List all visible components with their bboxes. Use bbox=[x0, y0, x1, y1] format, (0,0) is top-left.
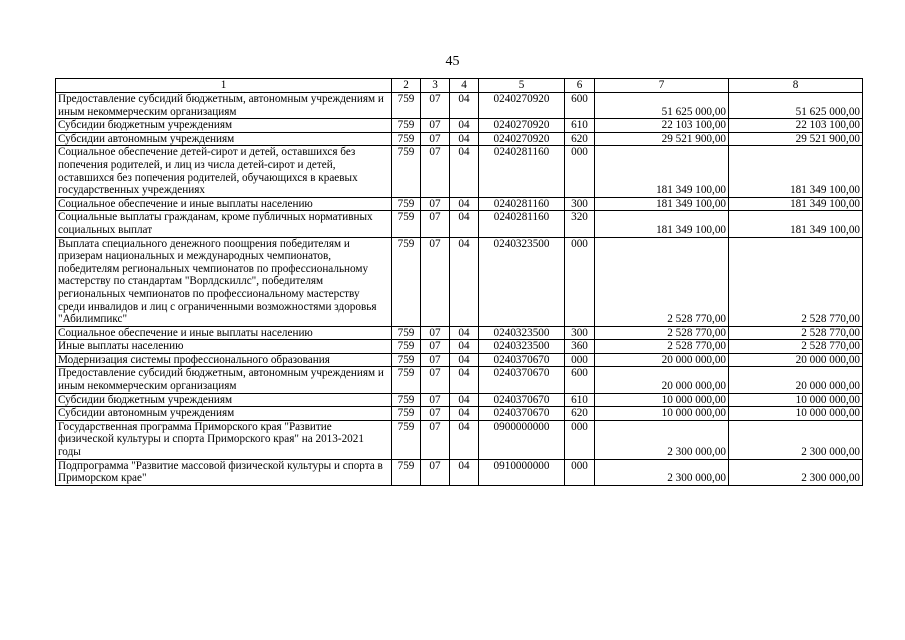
subsection-code: 04 bbox=[450, 197, 479, 211]
target-article-code: 0910000000 bbox=[479, 459, 565, 485]
ministry-code: 759 bbox=[392, 393, 421, 407]
ministry-code: 759 bbox=[392, 237, 421, 326]
section-code: 07 bbox=[421, 340, 450, 354]
expense-type-code: 000 bbox=[565, 146, 595, 197]
target-article-code: 0240323500 bbox=[479, 340, 565, 354]
subsection-code: 04 bbox=[450, 393, 479, 407]
column-number-row bbox=[56, 79, 863, 93]
section-code: 07 bbox=[421, 367, 450, 393]
target-article-code: 0240270920 bbox=[479, 132, 565, 146]
row-description: Социальное обеспечение детей-сирот и детей, оставшихся без попечения родителей, и лиц из числа детей-сирот и детей, оставшихся без попечения родителей, обучающихся в краевых государственных учреждениях bbox=[56, 146, 392, 197]
table-row bbox=[56, 407, 863, 421]
row-description: Субсидии бюджетным учреждениям bbox=[56, 393, 392, 407]
row-description: Предоставление субсидий бюджетным, автономным учреждениям и иным некоммерческим организациям bbox=[56, 367, 392, 393]
section-code: 07 bbox=[421, 326, 450, 340]
amount-col7: 2 528 770,00 bbox=[595, 326, 729, 340]
amount-col8: 29 521 900,00 bbox=[729, 132, 863, 146]
section-code: 07 bbox=[421, 407, 450, 421]
amount-col7: 181 349 100,00 bbox=[595, 211, 729, 237]
table-row bbox=[56, 132, 863, 146]
amount-col8: 2 528 770,00 bbox=[729, 340, 863, 354]
expense-type-code: 000 bbox=[565, 420, 595, 459]
section-code: 07 bbox=[421, 93, 450, 119]
target-article-code: 0240281160 bbox=[479, 146, 565, 197]
section-code: 07 bbox=[421, 197, 450, 211]
expense-type-code: 610 bbox=[565, 119, 595, 133]
subsection-code: 04 bbox=[450, 407, 479, 421]
column-header: 7 bbox=[595, 79, 729, 93]
table-row bbox=[56, 420, 863, 459]
table-row bbox=[56, 197, 863, 211]
target-article-code: 0240270920 bbox=[479, 119, 565, 133]
row-description: Иные выплаты населению bbox=[56, 340, 392, 354]
table-row bbox=[56, 146, 863, 197]
ministry-code: 759 bbox=[392, 459, 421, 485]
target-article-code: 0240370670 bbox=[479, 353, 565, 367]
target-article-code: 0240370670 bbox=[479, 393, 565, 407]
row-description: Субсидии автономным учреждениям bbox=[56, 132, 392, 146]
table-row bbox=[56, 393, 863, 407]
column-header: 8 bbox=[729, 79, 863, 93]
subsection-code: 04 bbox=[450, 211, 479, 237]
section-code: 07 bbox=[421, 146, 450, 197]
amount-col8: 2 300 000,00 bbox=[729, 459, 863, 485]
column-header: 1 bbox=[56, 79, 392, 93]
table-row bbox=[56, 340, 863, 354]
table-row bbox=[56, 119, 863, 133]
section-code: 07 bbox=[421, 132, 450, 146]
subsection-code: 04 bbox=[450, 367, 479, 393]
amount-col7: 2 300 000,00 bbox=[595, 420, 729, 459]
column-header: 4 bbox=[450, 79, 479, 93]
row-description: Субсидии автономным учреждениям bbox=[56, 407, 392, 421]
subsection-code: 04 bbox=[450, 420, 479, 459]
ministry-code: 759 bbox=[392, 119, 421, 133]
table-row bbox=[56, 353, 863, 367]
row-description: Социальные выплаты гражданам, кроме публичных нормативных социальных выплат bbox=[56, 211, 392, 237]
section-code: 07 bbox=[421, 420, 450, 459]
section-code: 07 bbox=[421, 119, 450, 133]
ministry-code: 759 bbox=[392, 420, 421, 459]
column-header: 5 bbox=[479, 79, 565, 93]
table-body bbox=[56, 79, 863, 486]
budget-table bbox=[55, 78, 863, 486]
expense-type-code: 620 bbox=[565, 407, 595, 421]
subsection-code: 04 bbox=[450, 353, 479, 367]
ministry-code: 759 bbox=[392, 146, 421, 197]
target-article-code: 0240323500 bbox=[479, 326, 565, 340]
expense-type-code: 600 bbox=[565, 367, 595, 393]
row-description: Модернизация системы профессионального образования bbox=[56, 353, 392, 367]
subsection-code: 04 bbox=[450, 146, 479, 197]
table-row bbox=[56, 459, 863, 485]
amount-col7: 2 528 770,00 bbox=[595, 237, 729, 326]
amount-col8: 20 000 000,00 bbox=[729, 367, 863, 393]
amount-col8: 10 000 000,00 bbox=[729, 393, 863, 407]
subsection-code: 04 bbox=[450, 93, 479, 119]
ministry-code: 759 bbox=[392, 340, 421, 354]
expense-type-code: 000 bbox=[565, 459, 595, 485]
expense-type-code: 610 bbox=[565, 393, 595, 407]
ministry-code: 759 bbox=[392, 407, 421, 421]
amount-col7: 2 528 770,00 bbox=[595, 340, 729, 354]
subsection-code: 04 bbox=[450, 326, 479, 340]
table-row bbox=[56, 211, 863, 237]
ministry-code: 759 bbox=[392, 353, 421, 367]
row-description: Социальное обеспечение и иные выплаты населению bbox=[56, 326, 392, 340]
target-article-code: 0240323500 bbox=[479, 237, 565, 326]
subsection-code: 04 bbox=[450, 237, 479, 326]
amount-col8: 20 000 000,00 bbox=[729, 353, 863, 367]
expense-type-code: 000 bbox=[565, 353, 595, 367]
amount-col8: 2 300 000,00 bbox=[729, 420, 863, 459]
section-code: 07 bbox=[421, 353, 450, 367]
section-code: 07 bbox=[421, 237, 450, 326]
amount-col8: 181 349 100,00 bbox=[729, 197, 863, 211]
ministry-code: 759 bbox=[392, 197, 421, 211]
row-description: Предоставление субсидий бюджетным, автономным учреждениям и иным некоммерческим организациям bbox=[56, 93, 392, 119]
column-header: 6 bbox=[565, 79, 595, 93]
expense-type-code: 620 bbox=[565, 132, 595, 146]
amount-col8: 2 528 770,00 bbox=[729, 326, 863, 340]
amount-col8: 181 349 100,00 bbox=[729, 211, 863, 237]
target-article-code: 0240370670 bbox=[479, 367, 565, 393]
expense-type-code: 320 bbox=[565, 211, 595, 237]
expense-type-code: 300 bbox=[565, 326, 595, 340]
ministry-code: 759 bbox=[392, 211, 421, 237]
subsection-code: 04 bbox=[450, 132, 479, 146]
amount-col8: 2 528 770,00 bbox=[729, 237, 863, 326]
amount-col8: 22 103 100,00 bbox=[729, 119, 863, 133]
row-description: Субсидии бюджетным учреждениям bbox=[56, 119, 392, 133]
ministry-code: 759 bbox=[392, 367, 421, 393]
subsection-code: 04 bbox=[450, 459, 479, 485]
section-code: 07 bbox=[421, 393, 450, 407]
table-row bbox=[56, 237, 863, 326]
target-article-code: 0900000000 bbox=[479, 420, 565, 459]
section-code: 07 bbox=[421, 211, 450, 237]
amount-col7: 29 521 900,00 bbox=[595, 132, 729, 146]
section-code: 07 bbox=[421, 459, 450, 485]
amount-col7: 51 625 000,00 bbox=[595, 93, 729, 119]
amount-col7: 20 000 000,00 bbox=[595, 367, 729, 393]
table-row bbox=[56, 326, 863, 340]
expense-type-code: 300 bbox=[565, 197, 595, 211]
amount-col7: 181 349 100,00 bbox=[595, 146, 729, 197]
column-header: 2 bbox=[392, 79, 421, 93]
table-row bbox=[56, 367, 863, 393]
amount-col7: 22 103 100,00 bbox=[595, 119, 729, 133]
amount-col7: 10 000 000,00 bbox=[595, 393, 729, 407]
subsection-code: 04 bbox=[450, 119, 479, 133]
column-header: 3 bbox=[421, 79, 450, 93]
row-description: Государственная программа Приморского края "Развитие физической культуры и спорта Приморского края" на 2013-2021 годы bbox=[56, 420, 392, 459]
amount-col8: 10 000 000,00 bbox=[729, 407, 863, 421]
amount-col8: 181 349 100,00 bbox=[729, 146, 863, 197]
page-number: 45 bbox=[445, 54, 460, 69]
amount-col7: 181 349 100,00 bbox=[595, 197, 729, 211]
amount-col7: 10 000 000,00 bbox=[595, 407, 729, 421]
row-description: Социальное обеспечение и иные выплаты населению bbox=[56, 197, 392, 211]
target-article-code: 0240281160 bbox=[479, 211, 565, 237]
amount-col8: 51 625 000,00 bbox=[729, 93, 863, 119]
expense-type-code: 600 bbox=[565, 93, 595, 119]
ministry-code: 759 bbox=[392, 132, 421, 146]
ministry-code: 759 bbox=[392, 326, 421, 340]
subsection-code: 04 bbox=[450, 340, 479, 354]
amount-col7: 20 000 000,00 bbox=[595, 353, 729, 367]
table-row bbox=[56, 93, 863, 119]
amount-col7: 2 300 000,00 bbox=[595, 459, 729, 485]
expense-type-code: 000 bbox=[565, 237, 595, 326]
row-description: Выплата специального денежного поощрения победителям и призерам национальных и международных чемпионатов, победителям региональных чемпионатов по профессиональному мастерству по стандартам "Ворлдскиллс", победителям региональных чемпионатов по профессиональному мастерству среди инвалидов и лиц с ограниченными возможностями здоровья "Абилимпикс" bbox=[56, 237, 392, 326]
target-article-code: 0240370670 bbox=[479, 407, 565, 421]
target-article-code: 0240270920 bbox=[479, 93, 565, 119]
row-description: Подпрограмма "Развитие массовой физической культуры и спорта в Приморском крае" bbox=[56, 459, 392, 485]
ministry-code: 759 bbox=[392, 93, 421, 119]
target-article-code: 0240281160 bbox=[479, 197, 565, 211]
expense-type-code: 360 bbox=[565, 340, 595, 354]
